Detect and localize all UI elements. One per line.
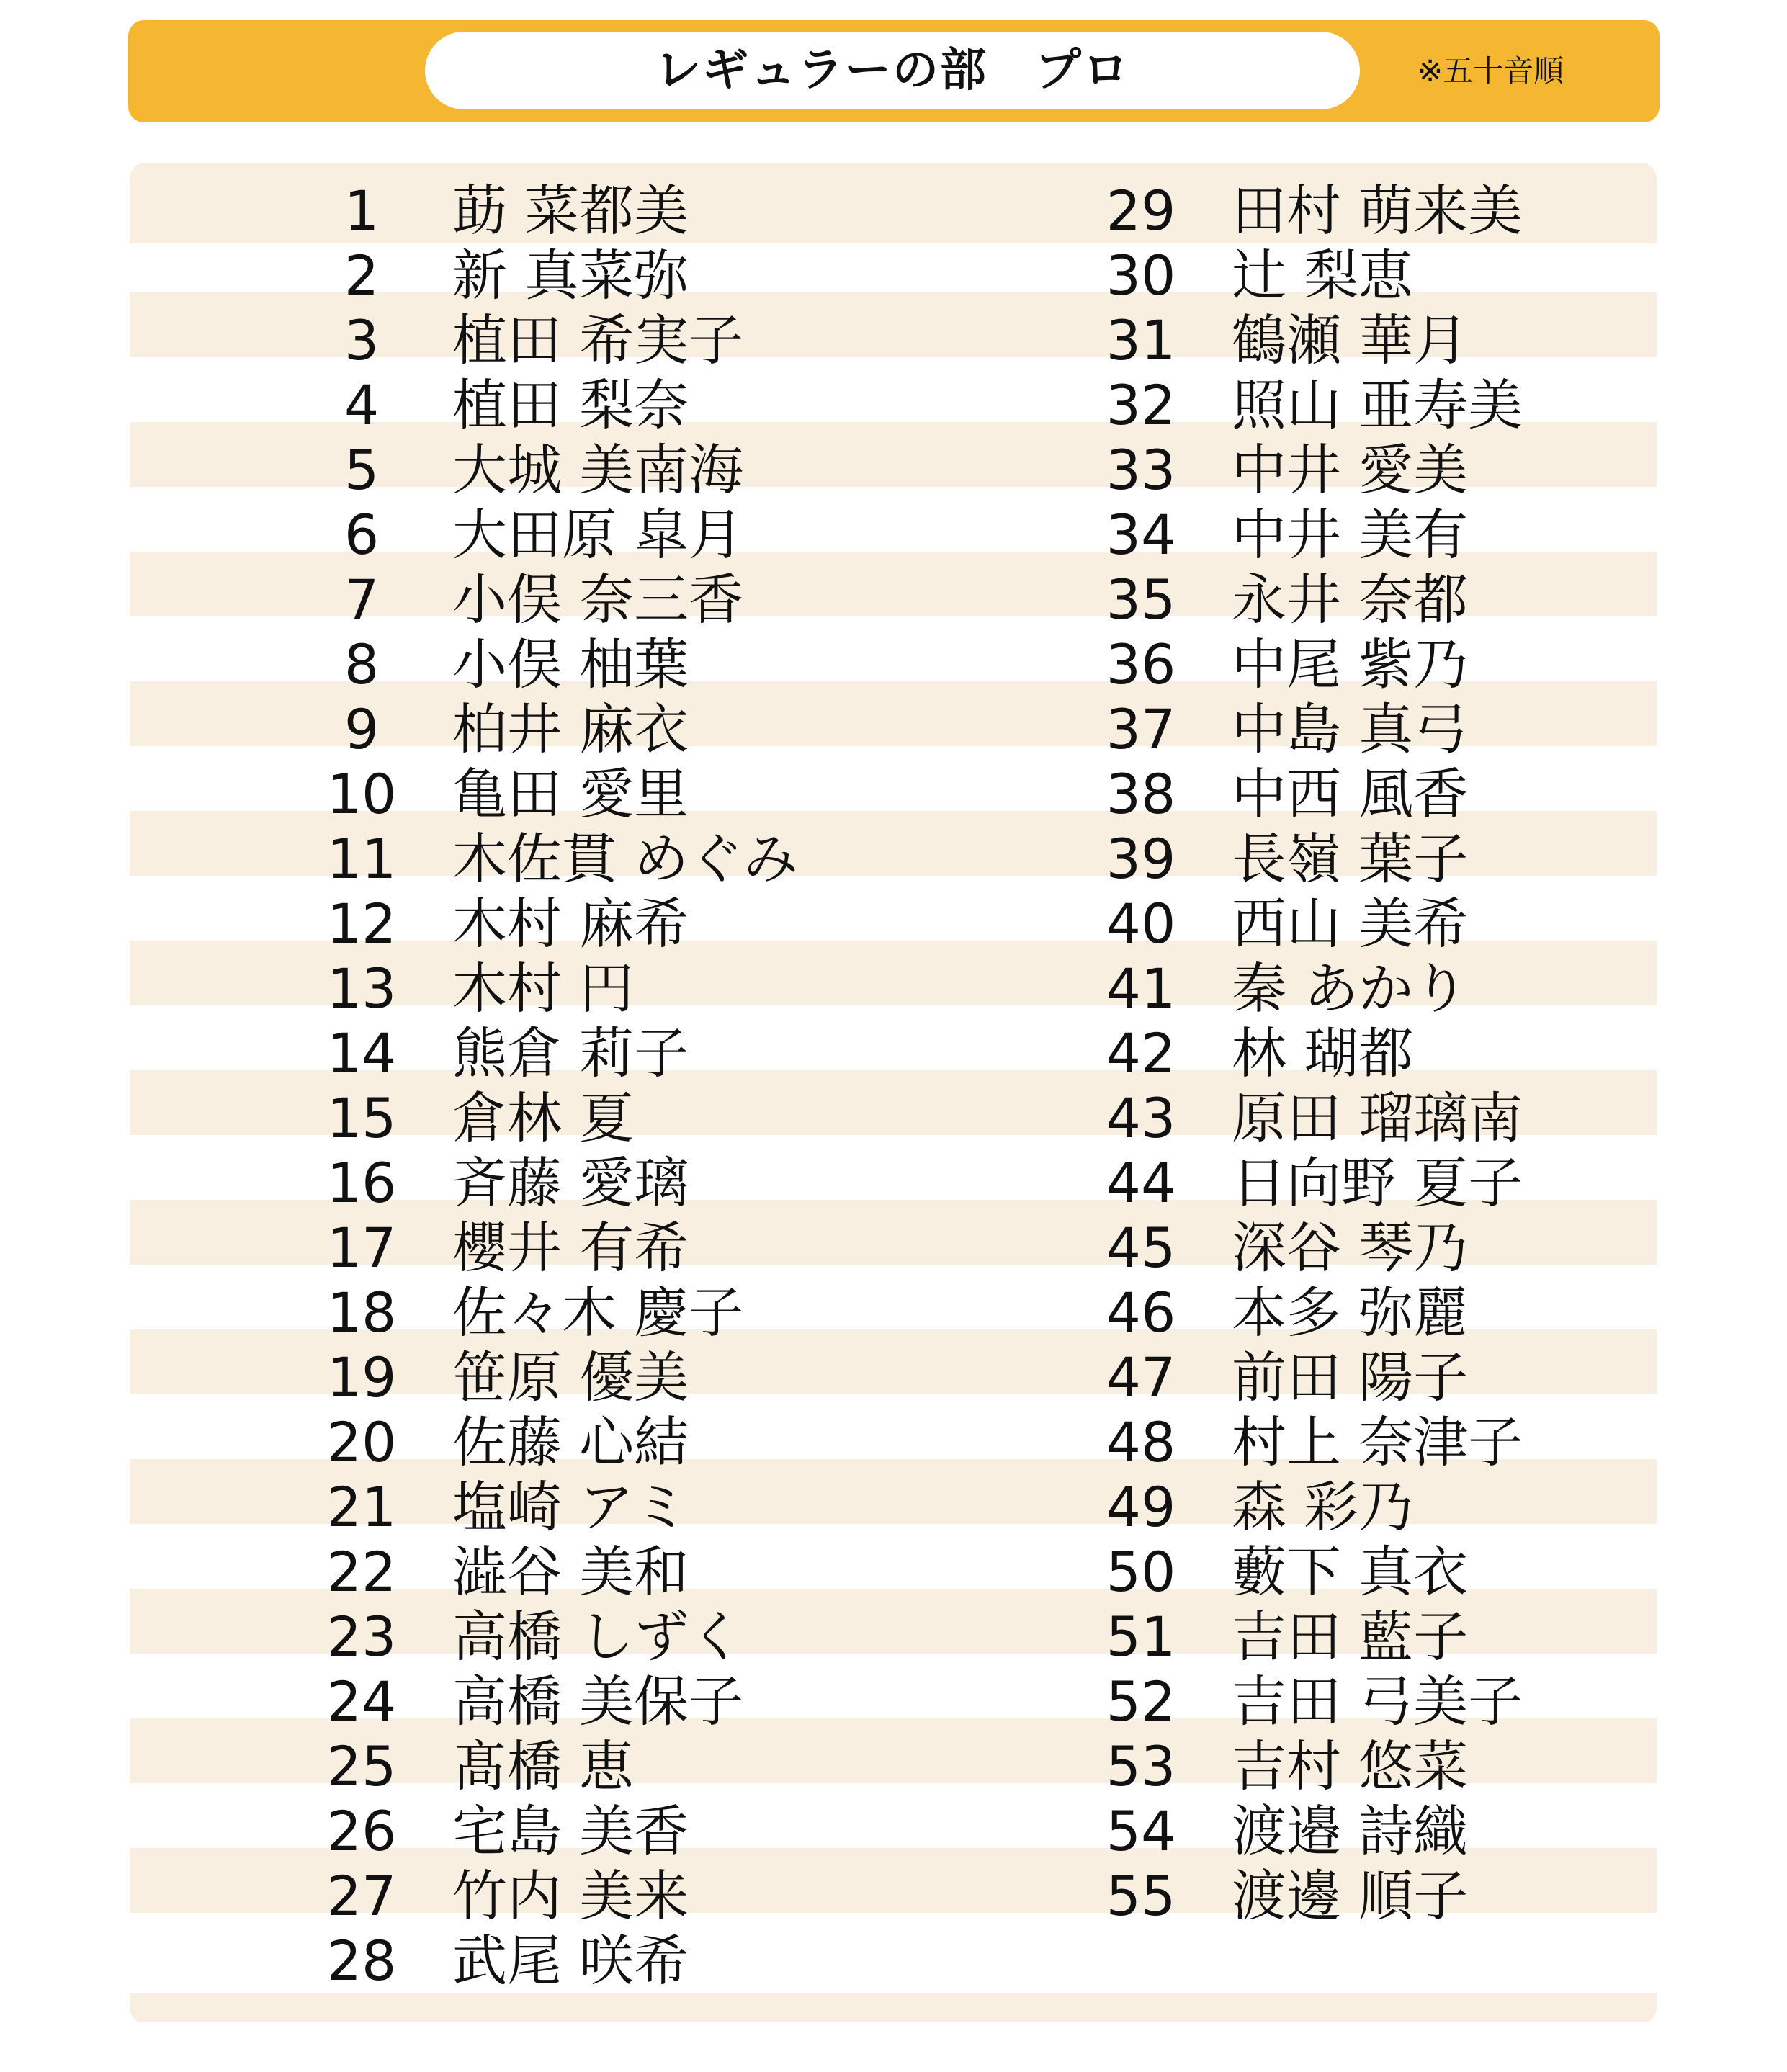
player-name: 莇 菜都美 <box>452 179 689 243</box>
list-item <box>304 827 798 892</box>
list-item <box>1083 503 1468 568</box>
list-item <box>304 438 743 503</box>
entry-number: 55 <box>1106 1864 1176 1928</box>
player-name: 髙橋 恵 <box>452 1734 635 1798</box>
entry-number: 4 <box>344 373 380 437</box>
player-name: 木佐貫 めぐみ <box>452 827 799 891</box>
entry-number: 32 <box>1106 373 1176 437</box>
list-item <box>304 697 689 762</box>
entry-number: 50 <box>1106 1540 1176 1604</box>
entry-number: 10 <box>326 762 397 826</box>
list-item <box>1083 762 1468 827</box>
entry-number: 47 <box>1106 1345 1176 1409</box>
player-name: 木村 円 <box>452 956 635 1021</box>
list-item <box>1083 1345 1468 1410</box>
player-name: 小俣 奈三香 <box>452 568 744 632</box>
list-item <box>304 1929 689 1993</box>
list-item <box>304 503 743 568</box>
entry-number: 35 <box>1106 568 1176 632</box>
player-name: 本多 弥麗 <box>1232 1281 1469 1345</box>
entry-number: 22 <box>326 1540 397 1604</box>
player-name: 原田 瑠璃南 <box>1232 1086 1523 1150</box>
list-item <box>304 179 689 243</box>
player-name: 中島 真弓 <box>1232 697 1469 761</box>
entry-number: 6 <box>344 503 380 567</box>
entry-number: 11 <box>326 827 397 891</box>
player-name: 中井 愛美 <box>1232 438 1469 502</box>
player-roster <box>130 163 1657 2024</box>
player-name: 大田原 皐月 <box>452 503 744 567</box>
list-item <box>304 1799 689 1864</box>
entry-number: 46 <box>1106 1281 1176 1345</box>
list-item <box>304 568 743 632</box>
list-item <box>304 1475 689 1540</box>
player-name: 鶴瀬 華月 <box>1232 308 1469 372</box>
entry-number: 48 <box>1106 1410 1176 1474</box>
list-item <box>304 1021 689 1086</box>
player-name: 倉林 夏 <box>452 1086 635 1150</box>
player-name: 高橋 しずく <box>452 1605 744 1669</box>
entry-number: 25 <box>326 1734 397 1798</box>
list-item <box>1083 1864 1468 1929</box>
player-name: 斉藤 愛璃 <box>452 1151 689 1215</box>
player-name: 辻 梨恵 <box>1232 243 1414 308</box>
entry-number: 15 <box>326 1086 397 1150</box>
player-name: 藪下 真衣 <box>1232 1540 1469 1604</box>
list-item <box>304 1734 634 1799</box>
list-item <box>1083 1475 1413 1540</box>
entry-number: 51 <box>1106 1605 1176 1669</box>
list-item <box>304 892 689 956</box>
player-name: 大城 美南海 <box>452 438 744 502</box>
player-name: 笹原 優美 <box>452 1345 689 1409</box>
title-pill <box>425 32 1360 109</box>
list-item <box>304 1540 689 1605</box>
player-name: 熊倉 莉子 <box>452 1021 689 1085</box>
list-item <box>1083 1540 1468 1605</box>
entry-number: 7 <box>344 568 380 632</box>
entry-number: 26 <box>326 1799 397 1863</box>
list-item <box>304 1669 743 1734</box>
entry-number: 21 <box>326 1475 397 1539</box>
entry-number: 14 <box>326 1021 397 1085</box>
list-item <box>304 762 689 827</box>
entry-number: 31 <box>1106 308 1176 372</box>
player-name: 深谷 琴乃 <box>1232 1216 1469 1280</box>
player-name: 高橋 美保子 <box>452 1669 744 1734</box>
player-name: 中井 美有 <box>1232 503 1469 567</box>
list-item <box>304 1345 689 1410</box>
player-name: 村上 奈津子 <box>1232 1410 1523 1474</box>
player-name: 澁谷 美和 <box>452 1540 689 1604</box>
list-item <box>1083 308 1468 373</box>
list-item <box>1083 1669 1523 1734</box>
entry-number: 12 <box>326 892 397 956</box>
list-item <box>304 1410 689 1475</box>
list-item <box>304 243 689 308</box>
player-name: 日向野 夏子 <box>1232 1151 1523 1215</box>
entry-number: 17 <box>326 1216 397 1280</box>
list-item <box>1083 956 1468 1021</box>
entry-number: 43 <box>1106 1086 1176 1150</box>
entry-number: 19 <box>326 1345 397 1409</box>
entry-number: 30 <box>1106 243 1176 308</box>
player-name: 吉田 藍子 <box>1232 1605 1469 1669</box>
player-name: 植田 梨奈 <box>452 373 689 437</box>
row-stripe <box>130 1993 1657 2022</box>
entry-number: 45 <box>1106 1216 1176 1280</box>
player-name: 永井 奈都 <box>1232 568 1469 632</box>
entry-number: 53 <box>1106 1734 1176 1798</box>
list-item <box>1083 179 1523 243</box>
entry-number: 39 <box>1106 827 1176 891</box>
player-name: 照山 亜寿美 <box>1232 373 1523 437</box>
player-name: 吉村 悠菜 <box>1232 1734 1469 1798</box>
entry-number: 13 <box>326 956 397 1021</box>
list-item <box>1083 568 1468 632</box>
entry-number: 42 <box>1106 1021 1176 1085</box>
list-item <box>304 1151 689 1216</box>
player-name: 佐々木 慶子 <box>452 1281 744 1345</box>
entry-number: 5 <box>344 438 380 502</box>
list-item <box>304 1281 743 1345</box>
entry-number: 52 <box>1106 1669 1176 1734</box>
player-name: 森 彩乃 <box>1232 1475 1414 1539</box>
entry-number: 18 <box>326 1281 397 1345</box>
list-item <box>1083 1216 1468 1281</box>
entry-number: 3 <box>344 308 380 372</box>
list-item <box>1083 892 1468 956</box>
entry-number: 34 <box>1106 503 1176 567</box>
player-name: 柏井 麻衣 <box>452 697 689 761</box>
entry-number: 24 <box>326 1669 397 1734</box>
entry-number: 38 <box>1106 762 1176 826</box>
list-item <box>304 308 743 373</box>
entry-number: 1 <box>344 179 380 243</box>
list-item <box>304 1086 634 1151</box>
entry-number: 49 <box>1106 1475 1176 1539</box>
list-item <box>1083 438 1468 503</box>
list-item <box>1083 1151 1523 1216</box>
player-name: 櫻井 有希 <box>452 1216 689 1280</box>
list-item <box>1083 373 1523 438</box>
entry-number: 36 <box>1106 632 1176 696</box>
list-item <box>304 373 689 438</box>
player-name: 林 瑚都 <box>1232 1021 1414 1085</box>
list-item <box>1083 697 1468 762</box>
list-item <box>304 632 689 697</box>
list-item <box>1083 1281 1468 1345</box>
list-item <box>1083 632 1468 697</box>
section-title: レギュラーの部 プロ <box>655 44 1130 97</box>
list-item <box>1083 1799 1468 1864</box>
list-item <box>1083 827 1468 892</box>
list-item <box>1083 1605 1468 1669</box>
player-name: 渡邊 順子 <box>1232 1864 1469 1928</box>
entry-number: 44 <box>1106 1151 1176 1215</box>
list-item <box>304 1216 689 1281</box>
entry-number: 8 <box>344 632 380 696</box>
entry-number: 23 <box>326 1605 397 1669</box>
entry-number: 9 <box>344 697 380 761</box>
list-item <box>1083 1086 1523 1151</box>
entry-number: 28 <box>326 1929 397 1993</box>
player-name: 木村 麻希 <box>452 892 689 956</box>
entry-number: 41 <box>1106 956 1176 1021</box>
entry-number: 29 <box>1106 179 1176 243</box>
player-name: 小俣 柚葉 <box>452 632 689 696</box>
player-name: 前田 陽子 <box>1232 1345 1469 1409</box>
player-name: 田村 萌来美 <box>1232 179 1523 243</box>
player-name: 秦 あかり <box>1232 956 1469 1021</box>
list-item <box>1083 1410 1523 1475</box>
entry-number: 20 <box>326 1410 397 1474</box>
player-name: 植田 希実子 <box>452 308 744 372</box>
entry-number: 27 <box>326 1864 397 1928</box>
player-name: 中尾 紫乃 <box>1232 632 1469 696</box>
list-item <box>1083 243 1413 308</box>
player-name: 塩崎 アミ <box>452 1475 689 1539</box>
player-name: 吉田 弓美子 <box>1232 1669 1523 1734</box>
entry-number: 2 <box>344 243 380 308</box>
player-name: 新 真菜弥 <box>452 243 689 308</box>
entry-number: 40 <box>1106 892 1176 956</box>
entry-number: 54 <box>1106 1799 1176 1863</box>
player-name: 武尾 咲希 <box>452 1929 689 1993</box>
entry-number: 16 <box>326 1151 397 1215</box>
list-item <box>304 1605 743 1669</box>
entry-number: 37 <box>1106 697 1176 761</box>
list-item <box>1083 1734 1468 1799</box>
list-item <box>304 1864 689 1929</box>
player-name: 佐藤 心結 <box>452 1410 689 1474</box>
player-name: 亀田 愛里 <box>452 762 689 826</box>
player-name: 竹内 美来 <box>452 1864 689 1928</box>
entry-number: 33 <box>1106 438 1176 502</box>
list-item <box>1083 1021 1413 1086</box>
player-name: 宅島 美香 <box>452 1799 689 1863</box>
section-header <box>128 20 1660 122</box>
player-name: 西山 美希 <box>1232 892 1469 956</box>
player-name: 渡邉 詩織 <box>1232 1799 1469 1863</box>
order-note: ※五十音順 <box>1417 53 1564 89</box>
player-name: 長嶺 葉子 <box>1232 827 1469 891</box>
player-name: 中西 風香 <box>1232 762 1469 826</box>
list-item <box>304 956 634 1021</box>
